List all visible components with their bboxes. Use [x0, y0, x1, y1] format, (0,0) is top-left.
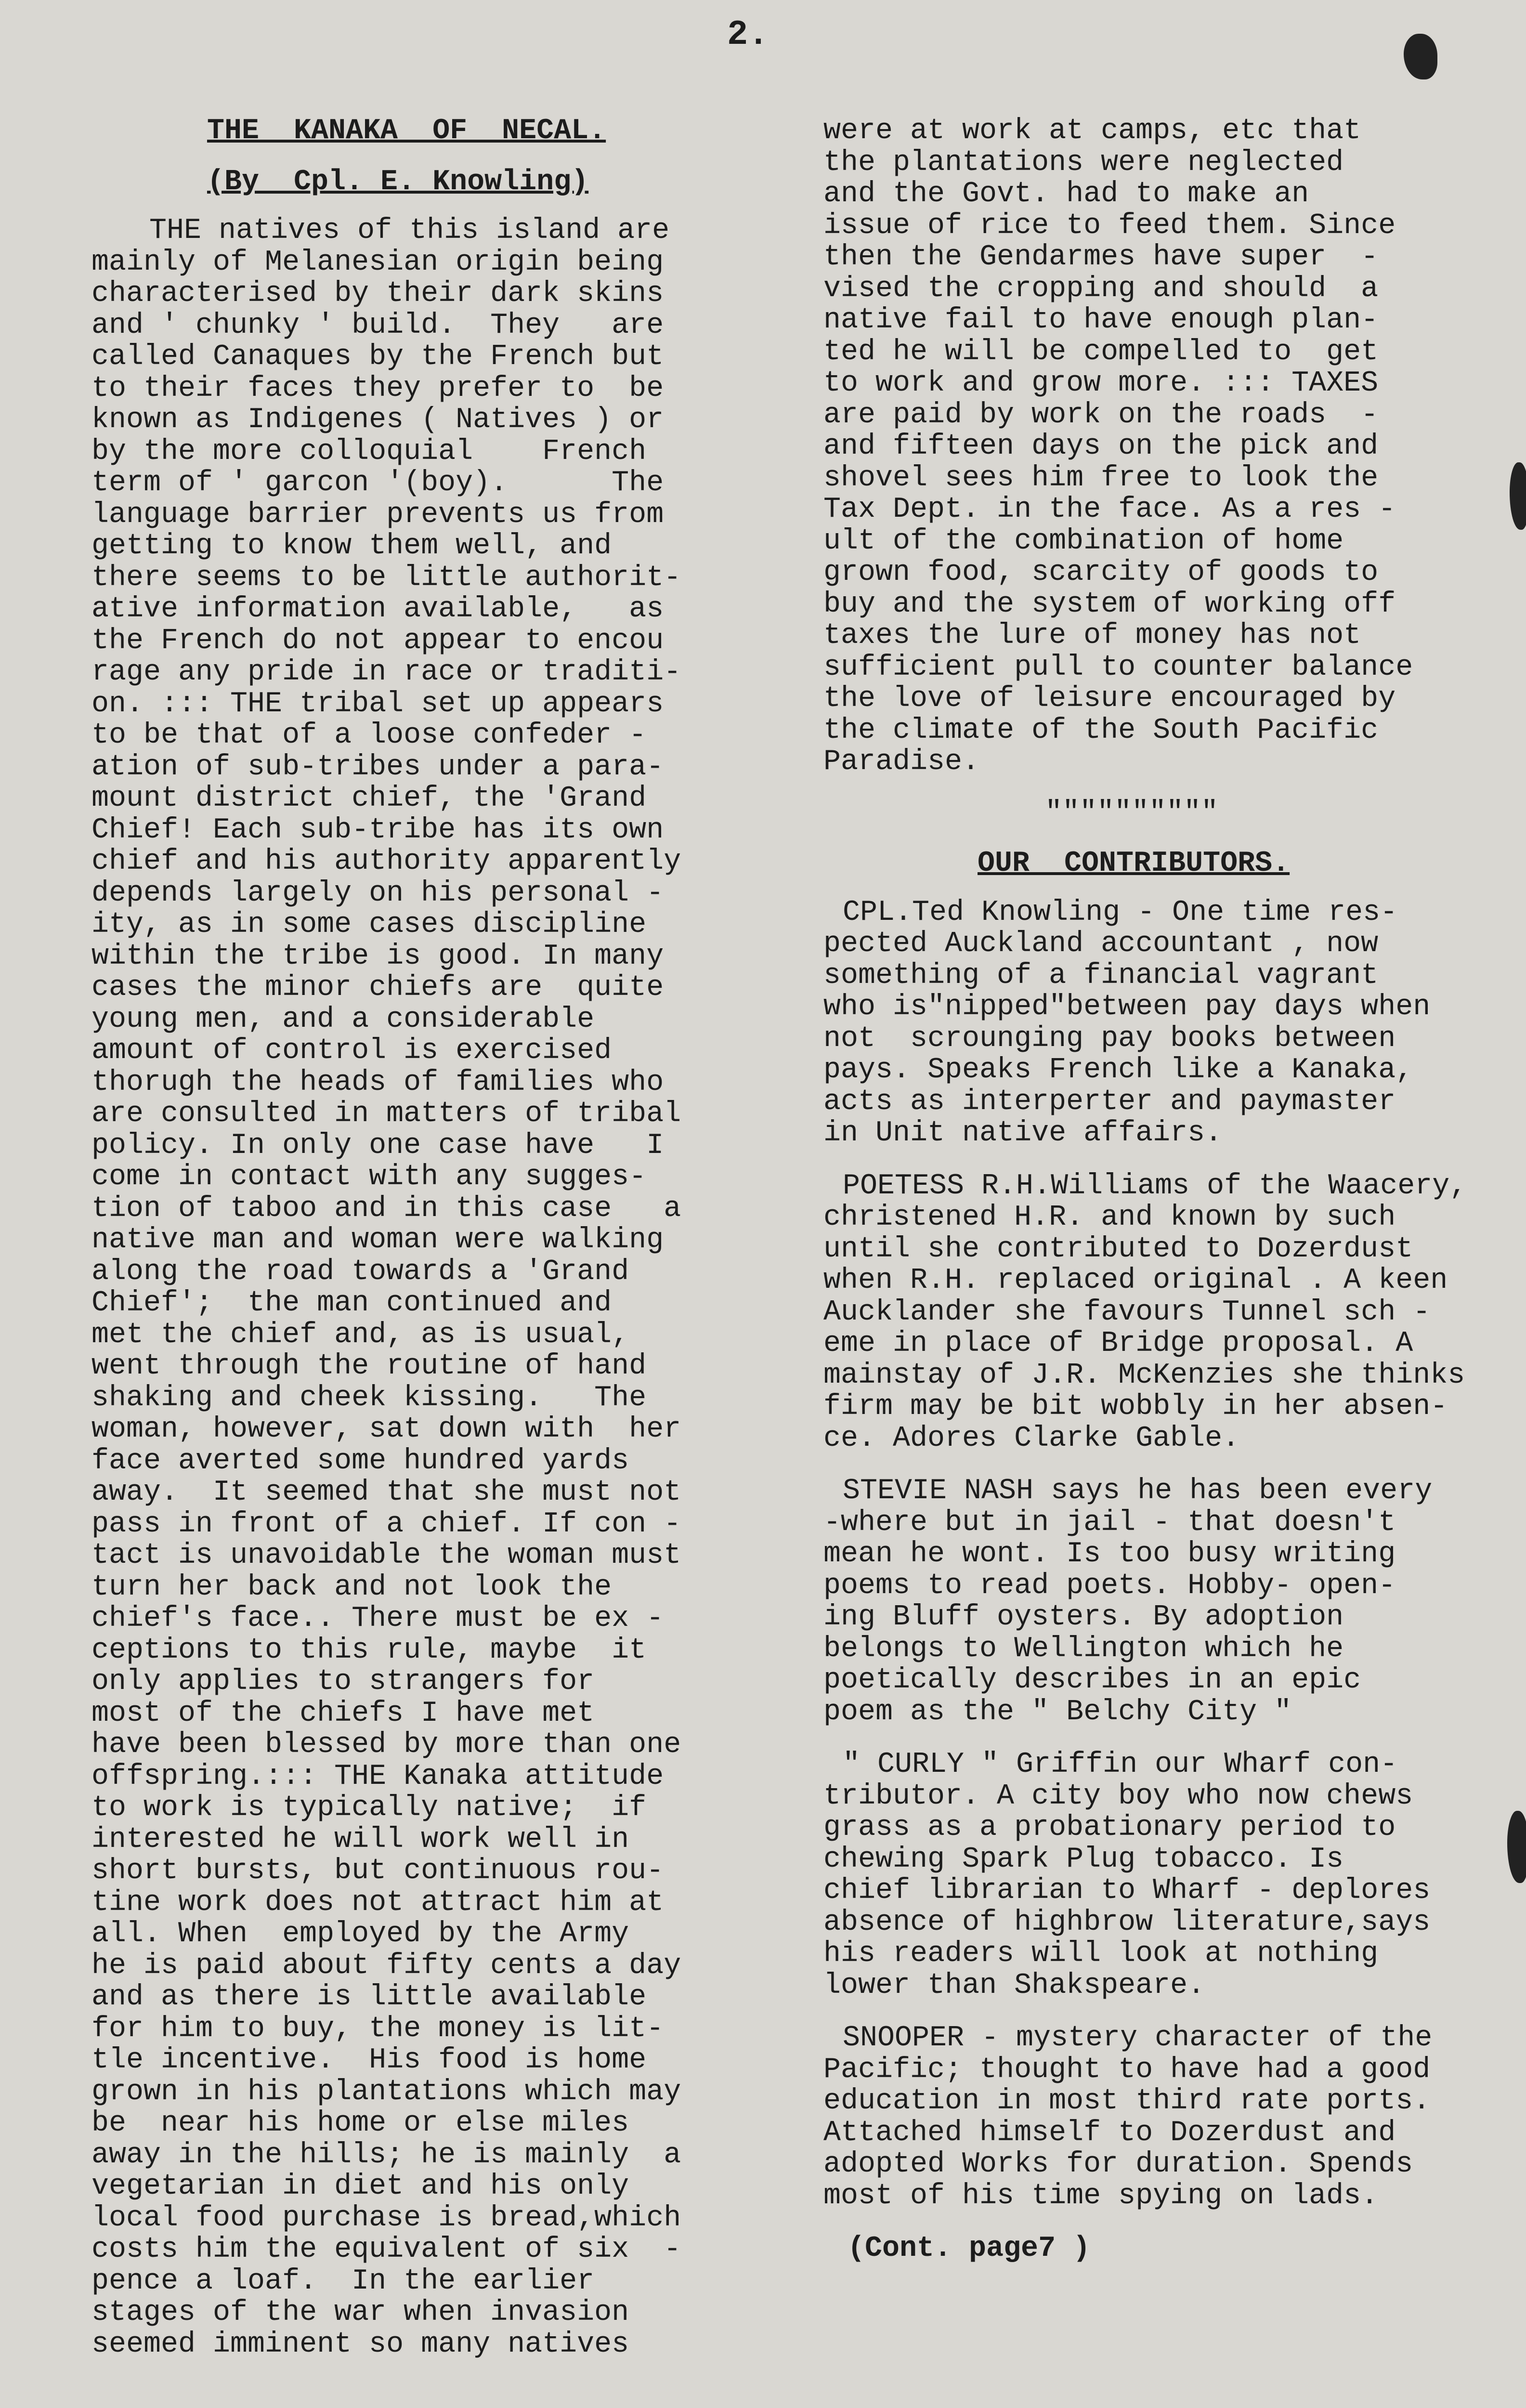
text-line: to their faces they prefer to be	[91, 372, 664, 405]
text-line: belongs to Wellington which he	[823, 1632, 1344, 1665]
text-line: depends largely on his personal -	[91, 877, 664, 910]
text-line: within the tribe is good. In many	[91, 940, 664, 973]
text-line: the climate of the South Pacific	[823, 714, 1379, 747]
text-line: poetically describes in an epic	[823, 1664, 1361, 1697]
text-line: until she contributed to Dozerdust	[823, 1232, 1413, 1266]
text-line: pence a loaf. In the earlier	[91, 2264, 595, 2298]
text-line: language barrier prevents us from	[91, 498, 664, 531]
contributor-entry	[823, 2023, 1507, 2212]
text-line: local food purchase is bread,which	[91, 2201, 681, 2235]
text-line: pass in front of a chief. If con -	[91, 1507, 681, 1541]
contributor-entry	[823, 1749, 1507, 2002]
text-line: are paid by work on the roads -	[823, 398, 1379, 432]
text-line: turn her back and not look the	[91, 1570, 612, 1604]
text-line: mainly of Melanesian origin being	[91, 246, 664, 279]
text-line: chief's face.. There must be ex -	[91, 1602, 664, 1635]
contributor-entry	[823, 897, 1507, 1150]
text-line: to work and grow more. ::: TAXES	[823, 367, 1379, 400]
text-line: ce. Adores Clarke Gable.	[823, 1422, 1240, 1455]
text-line: went through the routine of hand	[91, 1350, 647, 1383]
text-line: ult of the combination of home	[823, 524, 1344, 558]
text-line: known as Indigenes ( Natives ) or	[91, 404, 664, 436]
article-continuation	[823, 116, 1507, 778]
text-line: issue of rice to feed them. Since	[823, 209, 1396, 242]
text-line: CPL.Ted Knowling - One time res-	[843, 896, 1398, 929]
text-line: for him to buy, the money is lit-	[91, 2012, 664, 2045]
text-line: tact is unavoidable the woman must	[91, 1539, 681, 1572]
text-line: characterised by their dark skins	[91, 277, 664, 310]
text-line: -where but in jail - that doesn't	[823, 1506, 1396, 1539]
text-line: pected Auckland accountant , now	[823, 928, 1379, 960]
text-line: costs him the equivalent of six -	[91, 2233, 681, 2266]
text-line: tine work does not attract him at	[91, 1886, 664, 1919]
text-line: ing Bluff oysters. By adoption	[823, 1601, 1344, 1634]
text-line: vegetarian in diet and his only	[91, 2170, 629, 2203]
text-line: amount of control is exercised	[91, 1034, 612, 1067]
text-line: chief librarian to Wharf - deplores	[823, 1874, 1431, 1907]
text-line: ceptions to this rule, maybe it	[91, 1634, 647, 1667]
text-line: and as there is little available	[91, 1981, 647, 2014]
text-line: interested he will work well in	[91, 1823, 629, 1856]
text-line: young men, and a considerable	[91, 1003, 595, 1036]
text-line: rage any pride in race or traditi-	[91, 656, 681, 689]
heading-gap	[823, 880, 1507, 897]
text-line: SNOOPER - mystery character of the	[843, 2022, 1433, 2055]
text-line: tle incentive. His food is home	[91, 2044, 647, 2077]
text-line: have been blessed by more than one	[91, 1728, 681, 1761]
text-line: his readers will look at nothing	[823, 1937, 1379, 1970]
text-line: offspring.::: THE Kanaka attitude	[91, 1760, 664, 1793]
text-line: most of the chiefs I have met	[91, 1697, 595, 1730]
text-line: Tax Dept. in the face. As a res -	[823, 493, 1396, 526]
text-line: cases the minor chiefs are quite	[91, 971, 664, 1004]
text-line: POETESS R.H.Williams of the Waacery,	[843, 1169, 1467, 1203]
text-line: short bursts, but continuous rou-	[91, 1855, 664, 1887]
text-line: along the road towards a 'Grand	[91, 1255, 629, 1288]
text-line: to work is typically native; if	[91, 1792, 647, 1824]
text-line: poems to read poets. Hobby- open-	[823, 1569, 1396, 1602]
text-line: sufficient pull to counter balance	[823, 651, 1413, 684]
text-line: mean he wont. Is too busy writing	[823, 1538, 1396, 1570]
text-line: away. It seemed that she must not	[91, 1476, 681, 1509]
text-line: shovel sees him free to look the	[823, 461, 1379, 495]
text-line: away in the hills; he is mainly a	[91, 2138, 681, 2172]
text-line: christened H.R. and known by such	[823, 1201, 1396, 1234]
text-line: were at work at camps, etc that	[823, 115, 1361, 147]
text-line: education in most third rate ports.	[823, 2085, 1431, 2118]
text-line: THE natives of this island are	[149, 214, 670, 247]
text-line: ity, as in some cases discipline	[91, 908, 647, 941]
page-number: 2.	[727, 15, 769, 54]
text-line: met the chief and, as is usual,	[91, 1318, 629, 1351]
text-line: on. ::: THE tribal set up appears	[91, 687, 664, 720]
section-separator: """"""""""	[1045, 796, 1219, 829]
text-line: come in contact with any sugges-	[91, 1161, 647, 1193]
text-line: then the Gendarmes have super -	[823, 241, 1379, 274]
text-line: the love of leisure encouraged by	[823, 682, 1396, 715]
byline-gap	[91, 198, 737, 215]
text-line: most of his time spying on lads.	[823, 2179, 1379, 2212]
ink-blot-right-margin	[1507, 1811, 1526, 1883]
text-line: the plantations were neglected	[823, 146, 1344, 179]
text-line: thorugh the heads of families who	[91, 1066, 664, 1099]
text-line: are consulted in matters of tribal	[91, 1098, 681, 1130]
article-column	[91, 116, 737, 2360]
text-line: ative information available, as	[91, 593, 664, 626]
text-line: grass as a probationary period to	[823, 1811, 1396, 1844]
contributor-entry	[823, 1476, 1507, 1728]
continued-note: (Cont. page7 )	[848, 2232, 1091, 2265]
text-line: " CURLY " Griffin our Wharf con-	[843, 1748, 1398, 1781]
ink-blot-right-edge	[1510, 462, 1526, 530]
text-line: something of a financial vagrant	[823, 959, 1379, 992]
text-line: all. When employed by the Army	[91, 1918, 629, 1950]
text-line: Chief! Each sub-tribe has its own	[91, 813, 664, 847]
text-line: vised the cropping and should a	[823, 272, 1379, 305]
article-title: THE KANAKA OF NECAL.	[207, 115, 606, 147]
text-line: STEVIE NASH says he has been every	[843, 1475, 1433, 1507]
text-line: absence of highbrow literature,says	[823, 1906, 1431, 1939]
text-line: ted he will be compelled to get	[823, 335, 1379, 368]
contributor-entry	[823, 1171, 1507, 1455]
text-line: who is"nipped"between pay days when	[823, 991, 1431, 1023]
text-line: called Canaques by the French but	[91, 340, 664, 373]
text-line: there seems to be little authorit-	[91, 561, 681, 594]
text-line: native man and woman were walking	[91, 1224, 664, 1256]
text-line: policy. In only one case have I	[91, 1129, 664, 1162]
text-line: adopted Works for duration. Spends	[823, 2148, 1413, 2181]
text-line: the French do not appear to encou	[91, 624, 664, 657]
text-line: not scrounging pay books between	[823, 1022, 1396, 1055]
text-line: chewing Spark Plug tobacco. Is	[823, 1843, 1344, 1876]
text-line: term of ' garcon '(boy). The	[91, 467, 664, 499]
text-line: eme in place of Bridge proposal. A	[823, 1327, 1413, 1360]
article-byline: (By Cpl. E. Knowling)	[207, 165, 589, 198]
text-line: mount district chief, the 'Grand	[91, 782, 647, 815]
text-line: Paradise.	[823, 746, 980, 778]
text-line: Chief'; the man continued and	[91, 1287, 612, 1320]
text-line: and the Govt. had to make an	[823, 178, 1309, 210]
text-line: Aucklander she favours Tunnel sch -	[823, 1296, 1431, 1329]
text-line: chief and his authority apparently	[91, 845, 681, 878]
text-line: lower than Shakspeare.	[823, 1969, 1205, 2002]
text-line: grown in his plantations which may	[91, 2075, 681, 2108]
text-line: stages of the war when invasion	[91, 2296, 629, 2329]
text-line: to be that of a loose confeder -	[91, 719, 647, 752]
ink-blot-top-right	[1404, 34, 1437, 79]
text-line: in Unit native affairs.	[823, 1117, 1223, 1150]
text-line: native fail to have enough plan-	[823, 304, 1379, 337]
text-line: poem as the " Belchy City "	[823, 1695, 1292, 1728]
text-line: when R.H. replaced original . A keen	[823, 1264, 1448, 1297]
text-line: Attached himself to Dozerdust and	[823, 2116, 1396, 2149]
text-line: only applies to strangers for	[91, 1665, 595, 1698]
text-line: shaking and cheek kissing. The	[91, 1381, 647, 1414]
text-line: woman, however, sat down with her	[91, 1413, 681, 1446]
contributors-list	[823, 897, 1507, 2212]
text-line: pays. Speaks French like a Kanaka,	[823, 1054, 1413, 1086]
contributors-heading: OUR CONTRIBUTORS.	[978, 847, 1290, 880]
text-line: taxes the lure of money has not	[823, 619, 1361, 652]
text-line: getting to know them well, and	[91, 530, 612, 563]
text-line: grown food, scarcity of goods to	[823, 556, 1379, 589]
text-line: face averted some hundred yards	[91, 1444, 629, 1478]
text-line: acts as interperter and paymaster	[823, 1085, 1396, 1118]
article-body	[91, 215, 737, 2360]
text-line: tion of taboo and in this case a	[91, 1192, 681, 1225]
text-line: firm may be bit wobbly in her absen-	[823, 1390, 1448, 1423]
text-line: and ' chunky ' build. They are	[91, 309, 664, 342]
text-line: be near his home or else miles	[91, 2107, 629, 2140]
text-line: Pacific; thought to have had a good	[823, 2053, 1431, 2086]
text-line: by the more colloquial French	[91, 435, 647, 468]
text-line: seemed imminent so many natives	[91, 2328, 629, 2361]
text-line: he is paid about fifty cents a day	[91, 1949, 681, 1982]
text-line: ation of sub-tribes under a para-	[91, 750, 664, 784]
text-line: mainstay of J.R. McKenzies she thinks	[823, 1359, 1465, 1392]
text-line: buy and the system of working off	[823, 588, 1396, 621]
text-line: tributor. A city boy who now chews	[823, 1780, 1413, 1813]
text-line: and fifteen days on the pick and	[823, 430, 1379, 463]
right-column	[823, 116, 1507, 2265]
